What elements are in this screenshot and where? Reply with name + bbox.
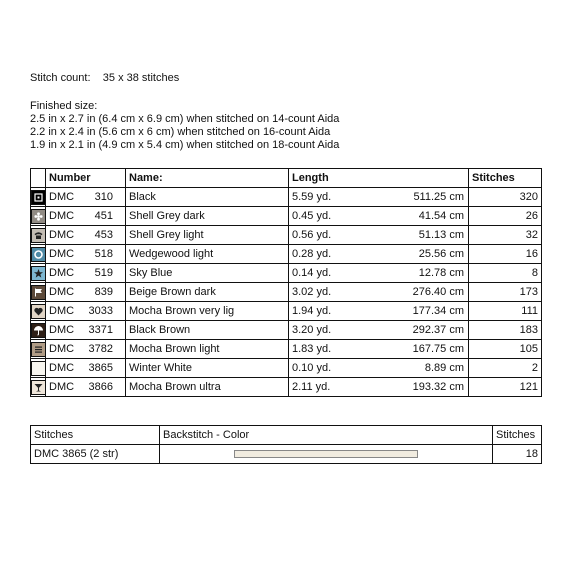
square-dot-icon <box>32 191 45 204</box>
thread-stitches: 111 <box>469 302 542 321</box>
thread-name: Mocha Brown light <box>126 340 289 359</box>
table-row <box>31 207 542 226</box>
symbol-cell <box>31 207 46 226</box>
thread-length <box>289 226 469 245</box>
length-cm: 12.78 cm <box>418 267 464 279</box>
thread-table-header <box>31 169 542 188</box>
finished-size-label: Finished size: <box>30 100 98 112</box>
backstitch-color-cell <box>160 445 493 464</box>
thread-code: 3782 <box>88 343 113 355</box>
thread-brand: DMC <box>49 324 75 336</box>
length-cm: 292.37 cm <box>412 324 464 336</box>
length-cm: 8.89 cm <box>424 362 464 374</box>
length-cm: 51.13 cm <box>418 229 464 241</box>
star-icon <box>32 267 45 280</box>
backstitch-table <box>30 425 542 464</box>
thread-stitches: 183 <box>469 321 542 340</box>
thread-number <box>46 283 126 302</box>
length-yards: 0.45 yd. <box>292 210 332 222</box>
thread-name: Wedgewood light <box>126 245 289 264</box>
length-yards: 0.56 yd. <box>292 229 332 241</box>
thread-brand: DMC <box>49 248 75 260</box>
symbol-cell <box>31 226 46 245</box>
symbol-cell <box>31 378 46 397</box>
thread-brand: DMC <box>49 305 75 317</box>
symbol-cell <box>31 283 46 302</box>
thread-stitches: 32 <box>469 226 542 245</box>
thread-number <box>46 245 126 264</box>
length-cm: 41.54 cm <box>418 210 464 222</box>
table-row <box>31 283 542 302</box>
thread-length <box>289 188 469 207</box>
thread-table <box>30 168 542 397</box>
name-header: Name: <box>126 169 289 188</box>
backstitch-count-header: Stitches <box>493 426 542 445</box>
thread-length <box>289 245 469 264</box>
thread-code: 518 <box>94 248 113 260</box>
thread-number <box>46 207 126 226</box>
table-row <box>31 321 542 340</box>
stitch-count-label: Stitch count: <box>30 72 91 84</box>
thread-name: Mocha Brown ultra <box>126 378 289 397</box>
symbol-header <box>31 169 46 188</box>
symbol-cell <box>31 321 46 340</box>
thread-stitches: 8 <box>469 264 542 283</box>
thread-number <box>46 188 126 207</box>
stitch-count-value: 35 x 38 stitches <box>102 72 180 84</box>
thread-code: 3865 <box>88 362 113 374</box>
thread-name: Black Brown <box>126 321 289 340</box>
thread-name: Shell Grey light <box>126 226 289 245</box>
thread-code: 3033 <box>88 305 113 317</box>
symbol-cell <box>31 302 46 321</box>
table-row <box>31 445 542 464</box>
thread-name: Winter White <box>126 359 289 378</box>
length-yards: 1.83 yd. <box>292 343 332 355</box>
thread-brand: DMC <box>49 381 75 393</box>
thread-name: Mocha Brown very lig <box>126 302 289 321</box>
thread-code: 453 <box>94 229 113 241</box>
thread-brand: DMC <box>49 286 75 298</box>
heart-icon <box>32 305 45 318</box>
moon-icon <box>32 362 45 375</box>
thread-name: Black <box>126 188 289 207</box>
thread-stitches: 26 <box>469 207 542 226</box>
length-yards: 0.28 yd. <box>292 248 332 260</box>
thread-number <box>46 321 126 340</box>
thread-name: Sky Blue <box>126 264 289 283</box>
symbol-cell <box>31 264 46 283</box>
thread-length <box>289 378 469 397</box>
symbol-cell <box>31 340 46 359</box>
thread-brand: DMC <box>49 362 75 374</box>
stitches-header: Stitches <box>469 169 542 188</box>
thread-brand: DMC <box>49 343 75 355</box>
thread-length <box>289 321 469 340</box>
table-row <box>31 359 542 378</box>
thread-stitches: 173 <box>469 283 542 302</box>
thread-stitches: 320 <box>469 188 542 207</box>
thread-stitches: 16 <box>469 245 542 264</box>
backstitch-stitches-header: Stitches <box>31 426 160 445</box>
finished-size-line: 2.2 in x 2.4 in (5.6 cm x 6 cm) when stitched on 16-count Aida <box>30 126 331 138</box>
thread-stitches: 121 <box>469 378 542 397</box>
thread-code: 519 <box>94 267 113 279</box>
thread-length <box>289 207 469 226</box>
length-cm: 167.75 cm <box>412 343 464 355</box>
thread-number <box>46 359 126 378</box>
number-header: Number <box>46 169 126 188</box>
flag-icon <box>32 286 45 299</box>
length-yards: 1.94 yd. <box>292 305 332 317</box>
backstitch-header <box>31 426 542 445</box>
glass-icon <box>32 381 45 394</box>
lines-icon <box>32 343 45 356</box>
length-cm: 25.56 cm <box>418 248 464 260</box>
umbrella-icon <box>32 324 45 337</box>
table-row <box>31 302 542 321</box>
length-yards: 2.11 yd. <box>292 381 331 393</box>
thread-number <box>46 264 126 283</box>
backstitch-color-swatch <box>234 450 418 458</box>
thread-code: 839 <box>94 286 113 298</box>
length-yards: 3.20 yd. <box>292 324 332 336</box>
length-cm: 193.32 cm <box>412 381 464 393</box>
finished-size-line: 2.5 in x 2.7 in (6.4 cm x 6.9 cm) when stitched on 14-count Aida <box>30 113 340 125</box>
backstitch-count: 18 <box>493 445 542 464</box>
thread-number <box>46 302 126 321</box>
flower-icon <box>32 210 45 223</box>
length-yards: 0.14 yd. <box>292 267 332 279</box>
thread-code: 3866 <box>88 381 113 393</box>
symbol-cell <box>31 245 46 264</box>
thread-code: 3371 <box>88 324 113 336</box>
thread-name: Beige Brown dark <box>126 283 289 302</box>
table-row <box>31 188 542 207</box>
thread-brand: DMC <box>49 229 75 241</box>
thread-length <box>289 302 469 321</box>
table-row <box>31 340 542 359</box>
thread-code: 310 <box>94 191 113 203</box>
table-row <box>31 378 542 397</box>
table-row <box>31 226 542 245</box>
table-row <box>31 264 542 283</box>
thread-code: 451 <box>94 210 113 222</box>
thread-length <box>289 283 469 302</box>
phone-icon <box>32 229 45 242</box>
length-cm: 276.40 cm <box>412 286 464 298</box>
thread-brand: DMC <box>49 191 75 203</box>
thread-stitches: 105 <box>469 340 542 359</box>
length-cm: 177.34 cm <box>412 305 464 317</box>
backstitch-thread: DMC 3865 (2 str) <box>31 445 160 464</box>
thread-length <box>289 340 469 359</box>
thread-length <box>289 359 469 378</box>
thread-number <box>46 378 126 397</box>
thread-name: Shell Grey dark <box>126 207 289 226</box>
thread-number <box>46 340 126 359</box>
ring-icon <box>32 248 45 261</box>
thread-stitches: 2 <box>469 359 542 378</box>
length-yards: 3.02 yd. <box>292 286 332 298</box>
length-cm: 511.25 cm <box>413 191 464 203</box>
length-yards: 0.10 yd. <box>292 362 332 374</box>
finished-size-line: 1.9 in x 2.1 in (4.9 cm x 5.4 cm) when stitched on 18-count Aida <box>30 139 340 151</box>
thread-length <box>289 264 469 283</box>
length-header: Length <box>289 169 469 188</box>
symbol-cell <box>31 188 46 207</box>
thread-brand: DMC <box>49 267 75 279</box>
symbol-cell <box>31 359 46 378</box>
thread-number <box>46 226 126 245</box>
table-row <box>31 245 542 264</box>
thread-brand: DMC <box>49 210 75 222</box>
stitch-count-line <box>30 72 179 85</box>
length-yards: 5.59 yd. <box>292 191 332 203</box>
backstitch-color-header: Backstitch - Color <box>160 426 493 445</box>
